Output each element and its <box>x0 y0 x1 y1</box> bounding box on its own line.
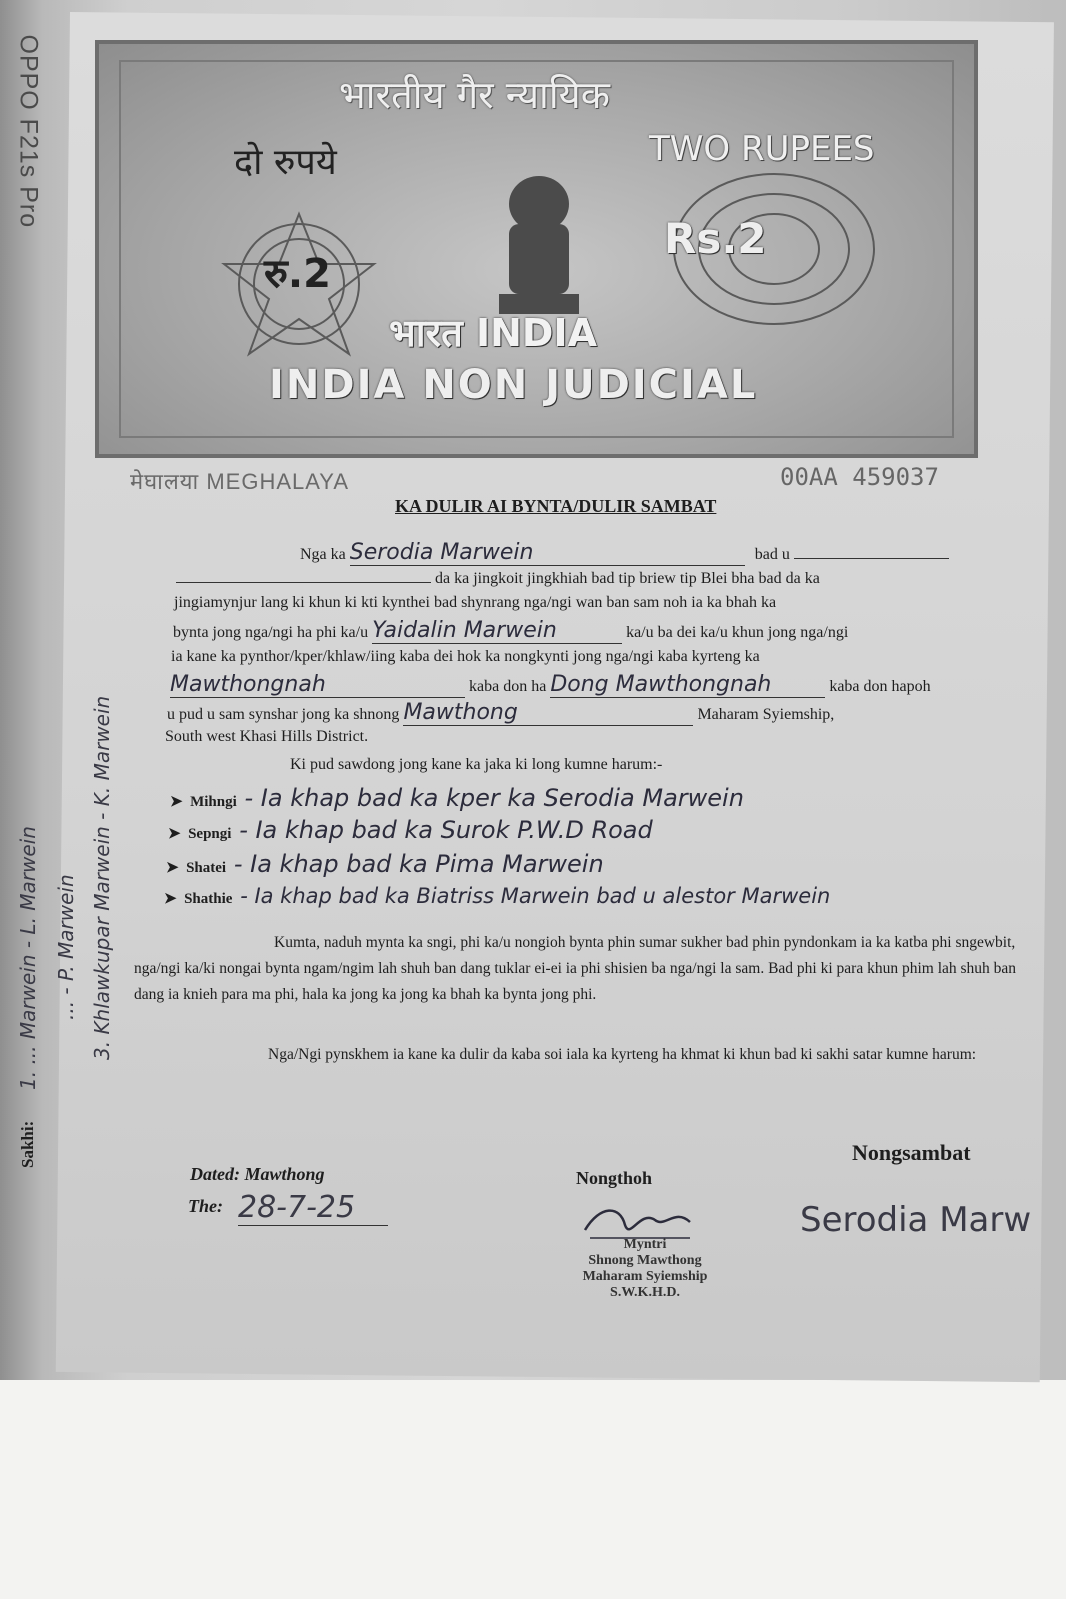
serial-number: 00AA 459037 <box>780 463 939 491</box>
seal-line-1: Myntri <box>623 1237 667 1252</box>
paragraph-2: Nga/Ngi pynskhem ia kane ka dulir da kaba soi iala ka kyrteng ha khmat ki khun bad ki sakhi satar kumne harum: <box>268 1046 977 1063</box>
stamp-hindi-heading: भारतीय गैर न्यायिक <box>339 73 610 117</box>
paragraph-1: Kumta, naduh mynta ka sngi, phi ka/u nongioh bynta phin sumar sukher bad phin pyndonkam ia ka katba phi sngewbit, nga/ngi ka/ki nongai bynta ngam/ngim lah shuh ban dang tuklar ei-ei ia phi shisien ba nga/ngi la sam. Bad phi ki para khun phim lah shuh ban dang ia knieh para ma phi, hala ka jong ka jong ka bhah ka bynta jong phi. <box>134 934 1017 1003</box>
boundary-text: - Ia khap bad ka Surok P.W.D Road <box>239 816 653 844</box>
nongthoh-label: Nongthoh <box>576 1168 653 1188</box>
date-value: 28-7-25 <box>238 1190 388 1226</box>
dated-line: Dated: Mawthong <box>190 1164 325 1184</box>
sakhi-label: Sakhi: <box>18 1120 37 1168</box>
watermark-text: OPPO F21s Pro <box>14 34 43 229</box>
boundary-text: - Ia khap bad ka Biatriss Marwein bad u alestor Marwein <box>240 884 831 908</box>
land-name: Mawthongnah <box>170 672 465 698</box>
text-line-4b: ka/u ba dei ka/u khun jong nga/ngi <box>626 624 849 641</box>
line-2 <box>176 568 820 588</box>
witness-2: ... - P. Marwein <box>54 874 78 1020</box>
boundary-text: - Ia khap bad ka kper ka Serodia Marwein <box>244 784 744 812</box>
boundary-text: - Ia khap bad ka Pima Marwein <box>233 850 604 878</box>
text-bad-u: bad u <box>754 546 790 563</box>
recipient-name: Yaidalin Marwein <box>372 618 622 644</box>
stamp-hindi-value: दो रुपये <box>234 142 337 183</box>
official-seal-text <box>560 1237 730 1301</box>
bullet-arrow-icon: ➤ <box>168 826 181 842</box>
boundary-label: Mihngi <box>190 794 237 810</box>
blank-field <box>794 558 949 559</box>
text-line-6b: kaba don hapoh <box>829 678 931 695</box>
seal-line-3: Maharam Syiemship <box>582 1269 708 1284</box>
line-3: jingiamynjur lang ki khun ki kti kynthei bad shynrang nga/ngi wan ban sam noh ia ka bhah ka <box>174 594 777 611</box>
boundary-label: Shathie <box>184 891 233 907</box>
seal-line-4: S.W.K.H.D. <box>610 1285 680 1300</box>
line-5: ia kane ka pynthor/kper/khlaw/iing kaba dei hok ka nongkynti jong nga/ngi kaba kyrteng ka <box>171 648 760 665</box>
bullet-arrow-icon: ➤ <box>170 794 183 810</box>
text-line-2: da ka jingkoit jingkhiah bad tip briew tip Blei bha bad da ka <box>435 570 820 587</box>
stamp-rs-english: Rs.2 <box>664 214 767 263</box>
boundary-south <box>164 884 830 908</box>
stamp-non-judicial: INDIA NON JUDICIAL <box>269 362 758 408</box>
line-4 <box>173 618 848 644</box>
bullet-arrow-icon: ➤ <box>166 860 179 876</box>
table-surface <box>0 1380 1066 1599</box>
land-area: Dong Mawthongnah <box>550 672 825 698</box>
line-8: South west Khasi Hills District. <box>165 728 369 745</box>
text-line-6a: kaba don ha <box>469 678 547 695</box>
date-label: The: <box>188 1196 223 1216</box>
village-name: Mawthong <box>403 700 693 726</box>
line-6 <box>170 672 931 698</box>
document-title: KA DULIR AI BYNTA/DULIR SAMBAT <box>395 496 717 516</box>
boundary-label: Shatei <box>186 860 227 876</box>
camera-watermark <box>8 34 48 300</box>
nongsambat-label: Nongsambat <box>852 1140 971 1165</box>
stamp-english-value: TWO RUPEES <box>649 129 875 169</box>
line-7 <box>167 700 834 726</box>
stamp-india: भारत INDIA <box>389 311 598 355</box>
stamp-rs-hindi: रु.2 <box>264 251 331 297</box>
seal-line-2: Shnong Mawthong <box>588 1253 702 1268</box>
bullet-arrow-icon: ➤ <box>164 891 177 907</box>
witness-3: 3. Khlawkupar Marwein - K. Marwein <box>90 695 114 1060</box>
boundary-label: Sepngi <box>188 826 232 842</box>
text-line-7a: u pud u sam synshar jong ka shnong <box>167 706 400 723</box>
blank-field-2 <box>176 568 431 583</box>
revenue-stamp <box>95 40 978 458</box>
boundary-heading: Ki pud sawdong jong kane ka jaka ki long kumne harum:- <box>290 756 663 773</box>
grantor-name: Serodia Marwein <box>350 540 745 566</box>
boundary-north <box>166 850 604 878</box>
text-nga-ka: Nga ka <box>300 546 346 563</box>
witness-1: 1. ... Marwein - L. Marwein <box>16 826 40 1090</box>
text-line-4a: bynta jong nga/ngi ha phi ka/u <box>173 624 369 641</box>
boundary-east <box>170 784 744 812</box>
text-line-7b: Maharam Syiemship, <box>697 706 835 723</box>
line-1 <box>300 540 949 566</box>
state-label: मेघालया MEGHALAYA <box>130 469 350 494</box>
boundary-west <box>168 816 653 844</box>
grantor-signature: Serodia Marw <box>800 1200 1032 1240</box>
witness-margin <box>10 500 120 1200</box>
